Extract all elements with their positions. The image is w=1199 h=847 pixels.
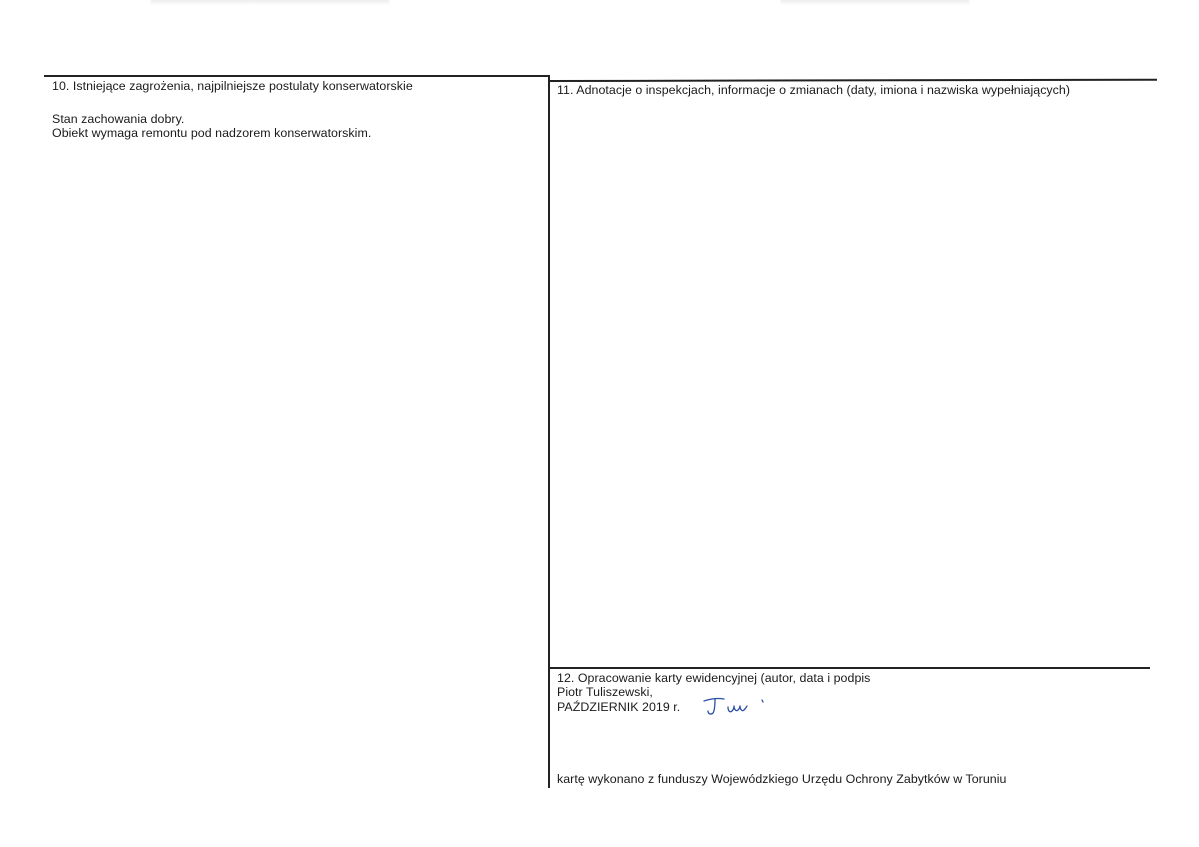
section-10-recommendation-text: Obiekt wymaga remontu pod nadzorem konserwatorskim. (52, 126, 372, 140)
section-10-heading: 10. Istniejące zagrożenia, najpilniejsze postulaty konserwatorskie (52, 79, 413, 93)
section-10-top-rule (44, 75, 550, 77)
section-12-date: PAŹDZIERNIK 2019 r. (557, 700, 681, 714)
section-11-top-rule (549, 79, 1157, 82)
section-11-heading: 11. Adnotacje o inspekcjach, informacje o zmianach (daty, imiona i nazwiska wypełniających) (557, 83, 1071, 97)
handwritten-signature (700, 692, 780, 722)
section-12-heading: 12. Opracowanie karty ewidencyjnej (autor, data i podpis (557, 671, 871, 685)
scan-artifact (150, 0, 390, 5)
section-12-funding-note: kartę wykonano z funduszy Wojewódzkiego Urzędu Ochrony Zabytków w Toruniu (557, 772, 1007, 786)
section-12-top-rule (549, 667, 1150, 669)
column-divider (548, 76, 550, 788)
scan-artifact (780, 0, 970, 5)
section-12-author: Piotr Tuliszewski, (557, 685, 653, 699)
section-10-condition-text: Stan zachowania dobry. (52, 112, 185, 126)
